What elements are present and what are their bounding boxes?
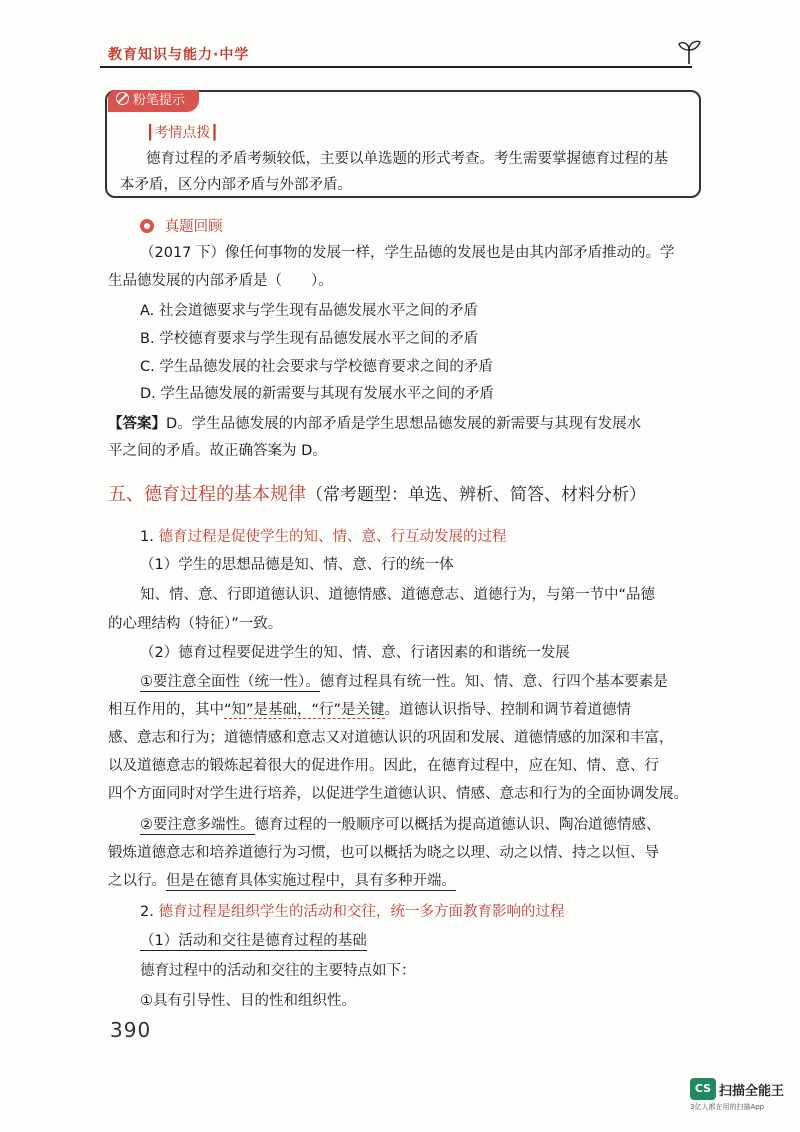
section-heading: 五、德育过程的基本规律	[108, 484, 306, 505]
page-number: 390	[110, 1018, 152, 1042]
answer-text: D。学生品德发展的内部矛盾是学生思想品德发展的新需要与其现有发展水	[166, 416, 642, 432]
multi-line-2: 锻炼道德意志和培养道德行为习惯，也可以概括为晓之以理、动之以情、持之以恒、导	[108, 845, 659, 861]
review-heading	[140, 215, 223, 236]
running-header-title: 教育知识与能力·中学	[108, 47, 250, 63]
tip-tab-label: 粉笔提示	[133, 93, 186, 108]
point-1-heading	[140, 524, 506, 550]
comprehensive-pre: 相互作用的，其中	[108, 702, 224, 718]
point-1-text-b: 的心理结构（特征）”一致。	[108, 616, 283, 632]
scanner-logo-badge: CS	[690, 1078, 716, 1100]
point-1-title: 德育过程是促使学生的知、情、意、行互动发展的过程	[158, 529, 507, 545]
point-2-text: 德育过程中的活动和交往的主要特点如下：	[140, 963, 416, 979]
point-2-sub-1-text: （1）活动和交往是德育过程的基础	[140, 933, 367, 949]
comprehensive-line-5: 四个方面同时对学生进行培养，以促进学生道德认识、情感、意志和行为的全面协调发展。	[108, 786, 688, 802]
comprehensive-line-4: 以及道德意志的锻炼起着很大的促进作用。因此，在德育过程中，应在知、情、意、行	[108, 758, 659, 774]
section-types: （常考题型：单选、辨析、简答、材料分析）	[306, 485, 646, 505]
multi-lead: ②要注意多端性。	[140, 817, 255, 833]
sprout-icon	[676, 38, 702, 64]
option-a: A. 社会道德要求与学生现有品德发展水平之间的矛盾	[140, 303, 478, 319]
scanner-watermark	[690, 1078, 794, 1122]
comprehensive-text: 德育过程具有统一性。知、情、意、行四个基本要素是	[319, 674, 668, 690]
point-2-title: 德育过程是组织学生的活动和交往，统一多方面教育影响的过程	[158, 904, 565, 920]
point-1-num: 1.	[140, 529, 159, 545]
answer-line-2: 平之间的矛盾。故正确答案为 D。	[108, 443, 327, 459]
point-2-num: 2.	[140, 904, 159, 920]
comprehensive-line-1	[140, 669, 668, 695]
multi-key: 但是在德育具体实施过程中，具有多种开端。	[166, 873, 456, 889]
option-b: B. 学校德育要求与学生现有品德发展水平之间的矛盾	[140, 331, 479, 347]
question-line-2: 生品德发展的内部矛盾是（ ）。	[108, 273, 333, 289]
question-line-1: （2017 下）像任何事物的发展一样，学生品德的发展也是由其内部矛盾推动的。学	[140, 245, 675, 261]
point-1-sub-1: （1）学生的思想品德是知、情、意、行的统一体	[140, 557, 454, 573]
scanner-tagline: 3亿人都在用的扫描App	[690, 1103, 765, 1111]
comprehensive-lead: ①要注意全面性（统一性）。	[140, 674, 320, 690]
multi-line-1	[140, 812, 661, 838]
tip-line-2: 本矛盾，区分内部矛盾与外部矛盾。	[120, 177, 352, 193]
comprehensive-key: “知”是基础，“行”是关键	[224, 702, 385, 718]
answer-line-1	[108, 411, 641, 437]
point-2-heading	[140, 899, 564, 925]
gear-icon	[140, 219, 154, 233]
point-1-text-a: 知、情、意、行即道德认识、道德情感、道德意志、道德行为，与第一节中“品德	[140, 587, 656, 603]
multi-line-3	[108, 868, 456, 894]
point-1-sub-2: （2）德育过程要促进学生的知、情、意、行诸因素的和谐统一发展	[140, 645, 570, 661]
multi-text: 德育过程的一般顺序可以概括为提高道德认识、陶冶道德情感、	[254, 817, 661, 833]
option-d: D. 学生品德发展的新需要与其现有发展水平之间的矛盾	[140, 386, 494, 402]
point-2-item-1: ①具有引导性、目的性和组织性。	[140, 993, 356, 1009]
tip-sub-label: ┃考情点拨┃	[146, 125, 219, 141]
answer-label: 【答案】	[108, 416, 166, 432]
comprehensive-post: 。道德认识指导、控制和调节着道德情	[384, 702, 632, 718]
no-entry-icon	[116, 92, 129, 105]
tip-line-1: 德育过程的矛盾考频较低，主要以单选题的形式考查。考生需要掌握德育过程的基	[146, 151, 668, 167]
header-rule	[100, 66, 692, 68]
comprehensive-line-2	[108, 697, 631, 723]
point-2-sub-1	[140, 928, 367, 954]
review-title: 真题回顾	[164, 219, 223, 235]
tip-tab	[108, 90, 199, 112]
multi-pre: 之以行。	[108, 873, 166, 889]
section-title	[108, 480, 646, 506]
scanner-name: 扫描全能王	[719, 1083, 785, 1099]
comprehensive-line-3: 感、意志和行为；道德情感和意志又对道德认识的巩固和发展、道德情感的加深和丰富，	[108, 730, 674, 746]
option-c: C. 学生品德发展的社会要求与学校德育要求之间的矛盾	[140, 359, 493, 375]
